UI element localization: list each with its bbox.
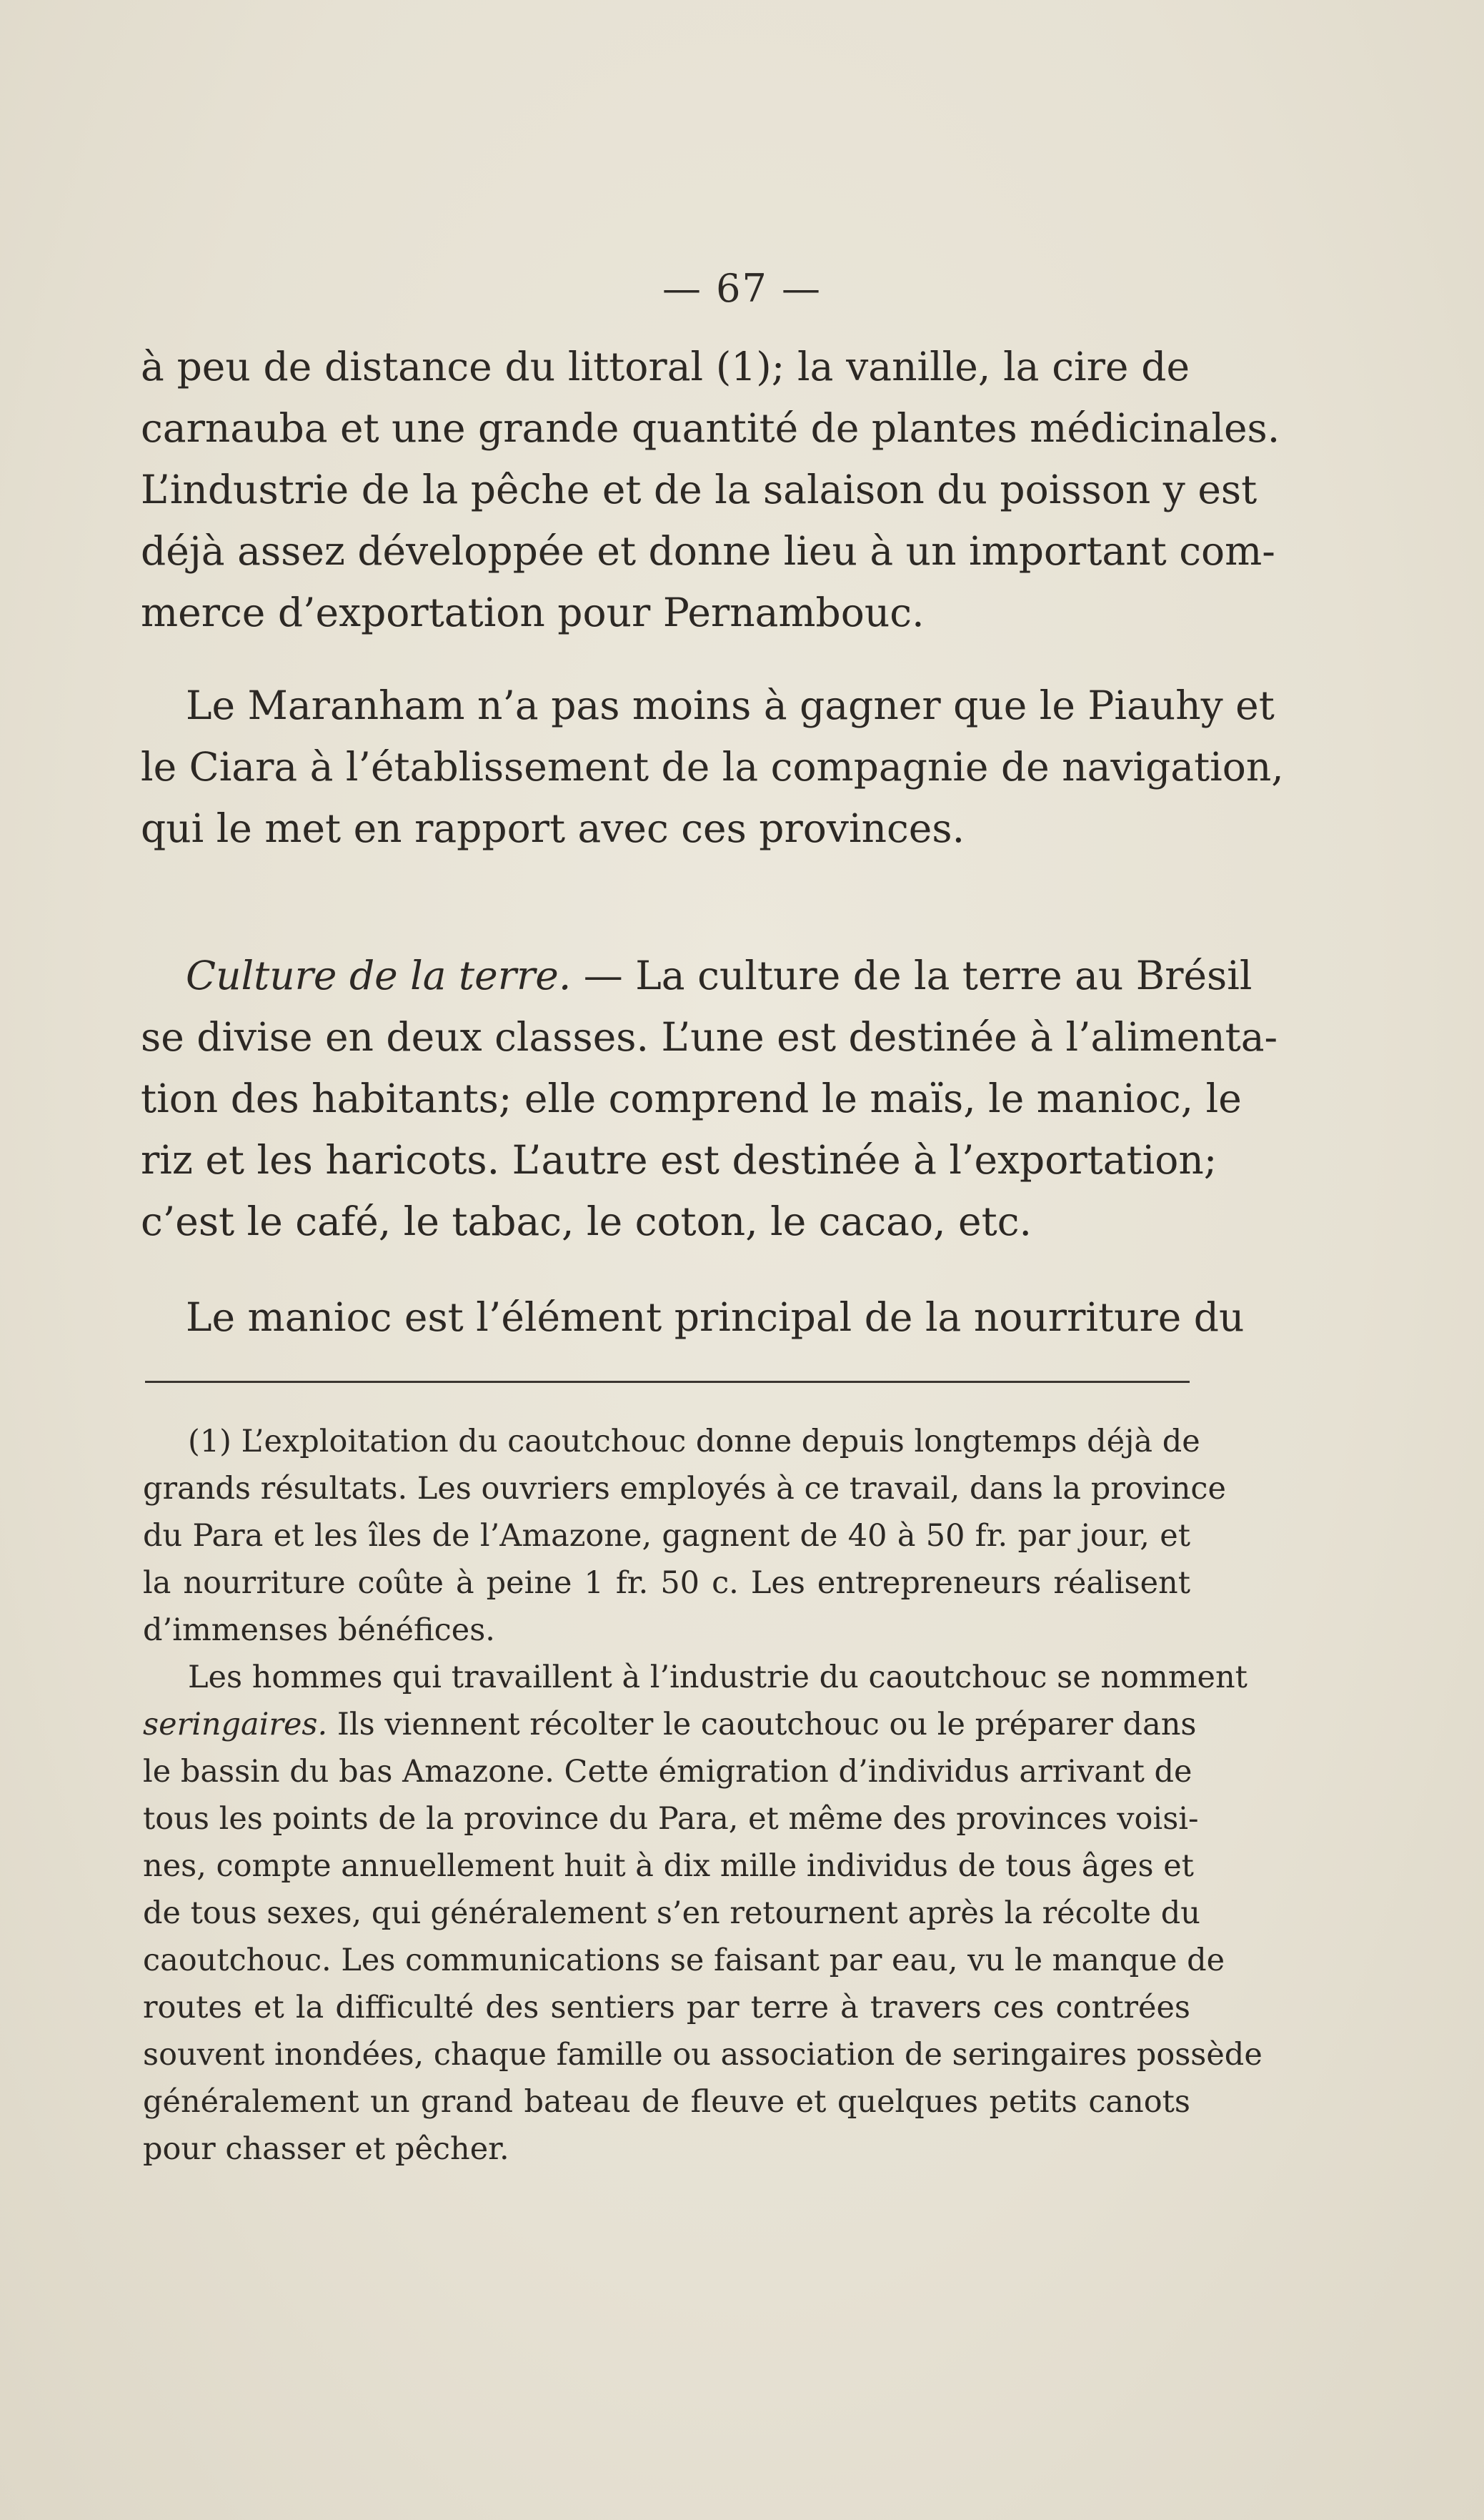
- paragraph-1: [141, 336, 1280, 643]
- footnote-line: le bassin du bas Amazone. Cette émigration d’individus arrivant de: [143, 1754, 1192, 1790]
- footnote-line: tous les points de la province du Para, et même des provinces voisi-: [143, 1801, 1199, 1837]
- footnote-line: généralement un grand bateau de fleuve et quelques petits canots: [143, 2084, 1190, 2120]
- footnote-line: grands résultats. Les ouvriers employés à ce travail, dans la province: [143, 1471, 1226, 1507]
- text-line: riz et les haricots. L’autre est destinée à l’exportation;: [141, 1137, 1217, 1183]
- footnote-line-with-term: [143, 1701, 1197, 1748]
- text-line: c’est le café, le tabac, le coton, le cacao, etc.: [141, 1199, 1032, 1244]
- text-line: L’industrie de la pêche et de la salaison du poisson y est: [141, 467, 1258, 512]
- footnote-line: nes, compte annuellement huit à dix mille individus de tous âges et: [143, 1848, 1194, 1884]
- footnote-separator: [145, 1381, 1190, 1383]
- footnote-line: Les hommes qui travaillent à l’industrie du caoutchouc se nomment: [188, 1660, 1248, 1695]
- text-line: qui le met en rapport avec ces provinces.: [141, 805, 965, 851]
- text-line: à peu de distance du littoral (1); la vanille, la cire de: [141, 344, 1190, 390]
- footnote-line: du Para et les îles de l’Amazone, gagnent de 40 à 50 fr. par jour, et: [143, 1518, 1190, 1554]
- text-fragment: — La culture de la terre au Brésil: [571, 953, 1253, 998]
- footnote-line: routes et la difficulté des sentiers par terre à travers ces contrées: [143, 1990, 1190, 2025]
- section-heading: Culture de la terre.: [186, 953, 572, 998]
- text-line: déjà assez développée et donne lieu à un important com-: [141, 528, 1275, 574]
- paragraph-2: [141, 675, 1284, 859]
- text-line: merce d’exportation pour Pernambouc.: [141, 590, 925, 635]
- footnote-line: souvent inondées, chaque famille ou association de seringaires possède: [143, 2037, 1263, 2073]
- footnote-line: la nourriture coûte à peine 1 fr. 50 c. Les entrepreneurs réalisent: [143, 1565, 1190, 1601]
- text-line: se divise en deux classes. L’une est destinée à l’alimenta-: [141, 1014, 1278, 1060]
- paragraph-3: [141, 945, 1278, 1252]
- footnote-line: caoutchouc. Les communications se faisant par eau, vu le manque de: [143, 1943, 1225, 1978]
- footnote-line: (1) L’exploitation du caoutchouc donne depuis longtemps déjà de: [188, 1424, 1200, 1459]
- footnote-1-continuation: [143, 1654, 1263, 2173]
- footnote-line: d’immenses bénéfices.: [143, 1612, 495, 1648]
- text-line: le Ciara à l’établissement de la compagnie de navigation,: [141, 744, 1284, 790]
- footnote-line: pour chasser et pêcher.: [143, 2131, 509, 2167]
- text-fragment: Ils viennent récolter le caoutchouc ou le préparer dans: [327, 1707, 1197, 1742]
- text-line: Le Maranham n’a pas moins à gagner que le Piauhy et: [186, 683, 1275, 728]
- page-number: — 67 —: [662, 266, 822, 311]
- footnote-1: [143, 1418, 1226, 1654]
- paragraph-4: [141, 1286, 1245, 1348]
- italic-term: seringaires.: [143, 1707, 328, 1742]
- footnote-line: de tous sexes, qui généralement s’en retournent après la récolte du: [143, 1895, 1200, 1931]
- text-line: Le manioc est l’élément principal de la nourriture du: [186, 1294, 1245, 1340]
- text-line: tion des habitants; elle comprend le maïs, le manioc, le: [141, 1076, 1242, 1121]
- text-line-with-heading: [141, 945, 1253, 1006]
- text-line: carnauba et une grande quantité de plantes médicinales.: [141, 405, 1280, 451]
